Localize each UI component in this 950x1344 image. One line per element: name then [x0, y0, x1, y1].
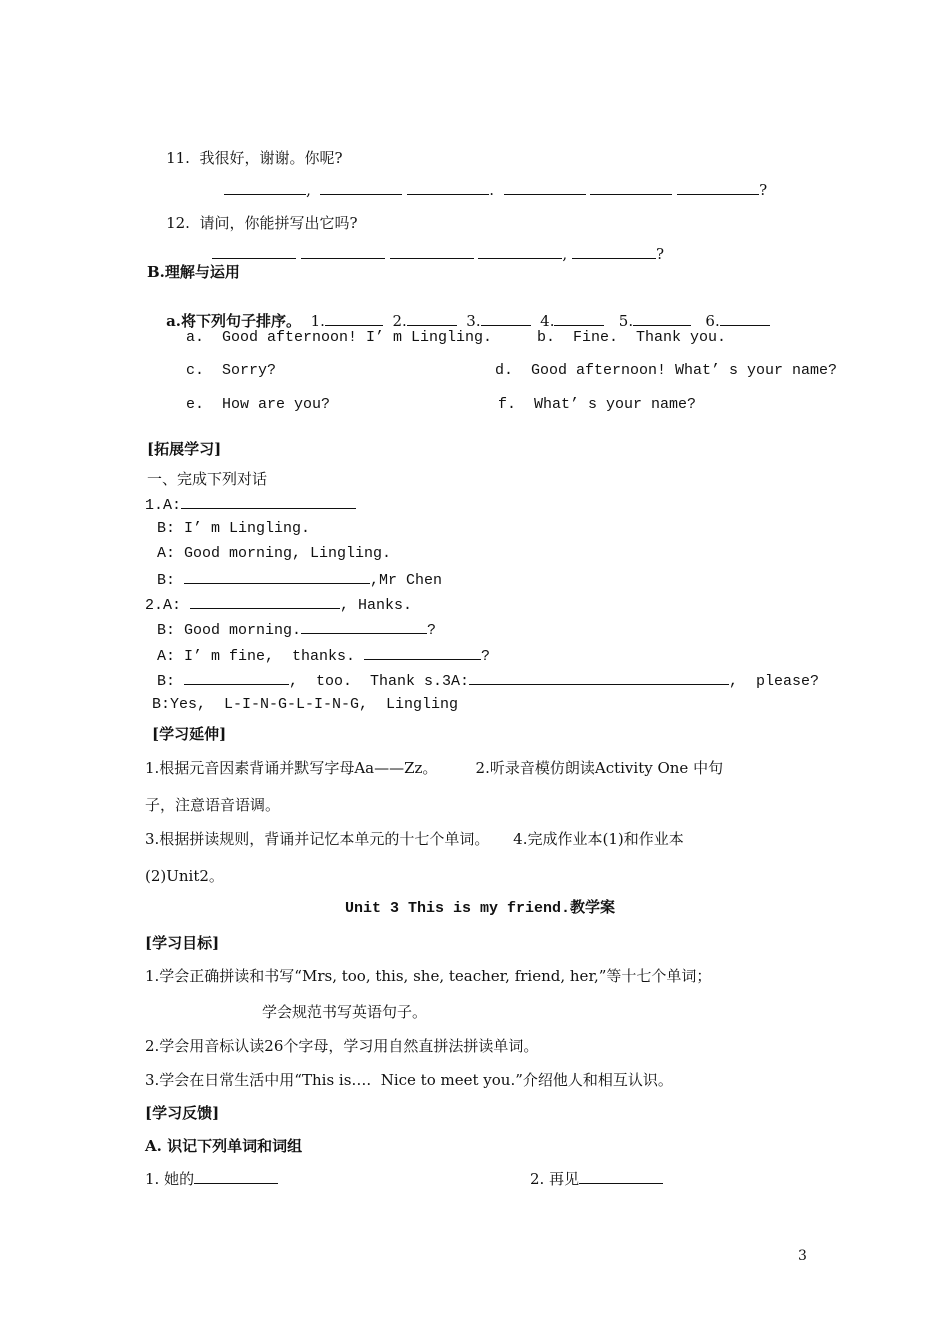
punct: , — [562, 245, 568, 263]
dialog2-b3: B:Yes, L-I-N-G-L-I-N-G, Lingling — [152, 696, 459, 713]
sentence-a: a. Good afternoon! I’ m Lingling. — [186, 329, 493, 346]
speaker-line: B: — [157, 572, 185, 589]
sentence-b: b. Fine. Thank you. — [537, 329, 727, 346]
answer-blank[interactable] — [301, 619, 427, 634]
extension-title: [学习延伸] — [152, 725, 227, 743]
slot-label: 3. — [466, 312, 481, 330]
extend-title: [拓展学习] — [147, 440, 222, 458]
speaker-line: 2.A: — [145, 597, 191, 614]
answer-blank[interactable] — [590, 180, 672, 195]
item-12-blanks — [193, 224, 664, 284]
speaker-line: A: I’ m fine, thanks. — [157, 648, 365, 665]
speaker-line: , please? — [729, 673, 820, 690]
speaker-line: B: — [157, 673, 185, 690]
sentence-c: c. Sorry? — [186, 362, 277, 379]
answer-blank[interactable] — [469, 670, 729, 685]
word-label: 2. 再见 — [530, 1170, 580, 1188]
sentence-d: d. Good afternoon! What’ s your name? — [495, 362, 838, 379]
dialog1-a1 — [145, 494, 356, 516]
punct: ? — [759, 181, 768, 199]
slot-label: 5. — [618, 312, 634, 330]
extension-p1: 1.根据元音因素背诵并默写字母Aa——Zz。 2.听录音模仿朗读Activity One 中句 — [145, 759, 724, 777]
answer-blank[interactable] — [504, 180, 586, 195]
extension-p1b: 子，注意语音语调。 — [145, 796, 281, 814]
slot-label: 1. — [310, 312, 325, 330]
feedback-title: [学习反馈] — [145, 1104, 220, 1122]
goal-2: 2.学会用音标认读26个字母，学习用自然直拼法拼读单词。 — [145, 1037, 539, 1055]
answer-blank[interactable] — [184, 670, 289, 685]
word-label: 1. 她的 — [145, 1170, 195, 1188]
dialog2-b1 — [157, 619, 436, 641]
sentence-f: f. What’ s your name? — [498, 396, 697, 413]
dialog1-b2 — [157, 569, 442, 591]
slot-label: 4. — [540, 312, 555, 330]
answer-blank[interactable] — [407, 180, 489, 195]
extension-p2b: (2)Unit2。 — [145, 867, 224, 885]
section-a-title: A. 识记下列单词和词组 — [145, 1137, 303, 1155]
answer-blank[interactable] — [677, 180, 759, 195]
punct: ? — [655, 245, 665, 263]
dialog2-a1 — [145, 594, 412, 616]
speaker-line: , too. Thank s.3A: — [289, 673, 470, 690]
word-1 — [145, 1169, 278, 1189]
punct: . — [489, 181, 494, 199]
answer-blank[interactable] — [190, 594, 340, 609]
answer-blank[interactable] — [572, 244, 656, 259]
goal-1b: 学会规范书写英语句子。 — [262, 1003, 428, 1021]
unit3-title: Unit 3 This is my friend.教学案 — [345, 900, 616, 917]
speaker-line: ,Mr Chen — [370, 572, 443, 589]
dialog1-b1: B: I’ m Lingling. — [157, 520, 311, 537]
answer-blank[interactable] — [579, 1169, 663, 1184]
goal-3: 3.学会在日常生活中用“This is…. Nice to meet you.”介绍他人和相互认识。 — [145, 1071, 673, 1089]
answer-blank[interactable] — [554, 311, 604, 326]
extension-p2: 3.根据拼读规则，背诵并记忆本单元的十七个单词。 4.完成作业本(1)和作业本 — [145, 830, 684, 848]
speaker-line: 1.A: — [145, 497, 182, 514]
answer-blank[interactable] — [364, 645, 481, 660]
answer-blank[interactable] — [212, 244, 296, 259]
answer-blank[interactable] — [301, 244, 385, 259]
sentence-e: e. How are you? — [186, 396, 331, 413]
extend-subtitle: 一、完成下列对话 — [147, 470, 268, 488]
goal-1: 1.学会正确拼读和书写“Mrs, too, this, she, teacher, friend, her,”等十七个单词； — [145, 967, 712, 985]
item-text: 我很好，谢谢。你呢? — [199, 149, 343, 167]
speaker-line: , Hanks. — [340, 597, 413, 614]
item-text: 请问，你能拼写出它吗? — [199, 214, 358, 232]
speaker-line: ? — [427, 622, 437, 639]
answer-blank[interactable] — [720, 311, 770, 326]
dialog2-b2 — [157, 670, 819, 692]
slot-label: 2. — [392, 312, 407, 330]
page-number: 3 — [798, 1248, 807, 1264]
dialog2-a2 — [157, 645, 490, 667]
goals-title: [学习目标] — [145, 934, 220, 952]
dialog1-a2: A: Good morning, Lingling. — [157, 545, 392, 562]
punct: , — [306, 181, 311, 199]
speaker-line: B: Good morning. — [157, 622, 302, 639]
answer-blank[interactable] — [478, 244, 562, 259]
answer-blank[interactable] — [325, 311, 383, 326]
answer-blank[interactable] — [390, 244, 474, 259]
item-number: 11. — [166, 149, 190, 167]
answer-blank[interactable] — [181, 494, 356, 509]
answer-blank[interactable] — [481, 311, 531, 326]
answer-blank[interactable] — [407, 311, 457, 326]
speaker-line: ? — [481, 648, 491, 665]
answer-blank[interactable] — [633, 311, 691, 326]
answer-blank[interactable] — [184, 569, 370, 584]
slot-label: 6. — [705, 312, 720, 330]
item-number: 12. — [166, 214, 190, 232]
ordering-label: a.将下列句子排序。 — [166, 312, 302, 330]
section-b-title: B.理解与运用 — [147, 263, 240, 281]
answer-blank[interactable] — [194, 1169, 278, 1184]
word-2 — [530, 1169, 663, 1189]
